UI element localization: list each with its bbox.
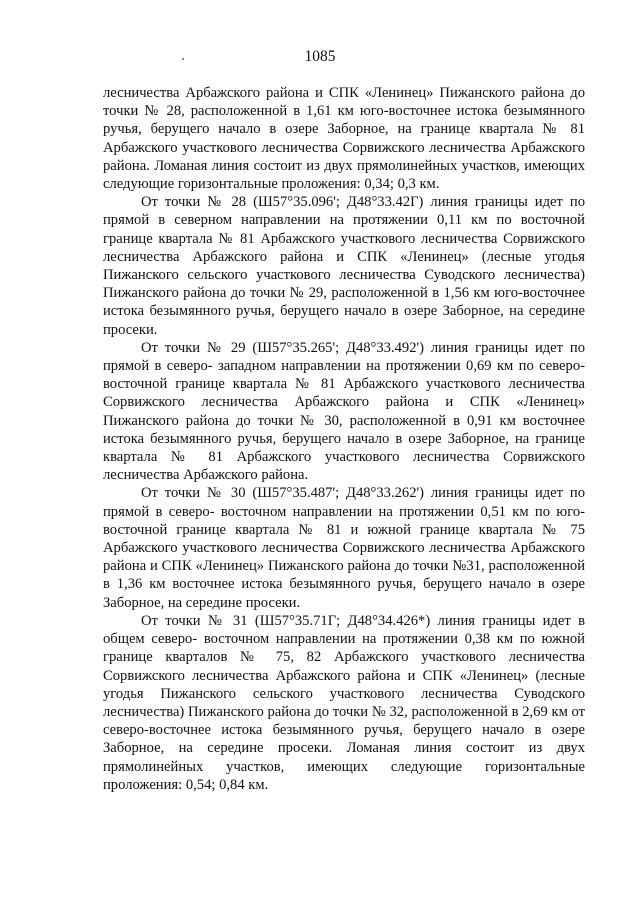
paragraph-point-30: От точки № 30 (Ш57°35.487'; Д48°33.262') линия границы идет по прямой в северо- восточном направлении на протяжении 0,51 км по юго-восточной границе квартала № 81 и южной границе квартала № 75 Арбажского участкового лесничества Сорвижского лесничества Арбажского района и СПК «Ленинец» Пижанского района до точки №31, расположенной в 1,36 км восточнее истока безымянного ручья, берущего начало в озере Заборное, на середине просеки.: [103, 485, 585, 611]
paragraph-point-28: От точки № 28 (Ш57°35.096'; Д48°33.42Г) линия границы идет по прямой в северном направлении на протяжении 0,11 км по восточной границе квартала № 81 Арбажского участкового лесничества Сорвижского лесничества Арбажского района и СПК «Ленинец» (лесные угодья Пижанского сельского участкового лесничества Суводского лесничества) Пижанского района до точки № 29, расположенной в 1,56 км юго-восточнее истока безымянного ручья, берущего начало в озере Заборное, на середине просеки.: [103, 194, 585, 338]
page-number: 1085: [304, 48, 336, 65]
document-body: [103, 84, 585, 794]
scan-speck: [182, 58, 184, 60]
paragraph-point-29: От точки № 29 (Ш57°35.265'; Д48°33.492') линия границы идет по прямой в северо- западном направлении на протяжении 0,69 км по северо-восточной границе квартала № 81 Арбажского участкового лесничества Сорвижского лесничества Арбажского района и СПК «Ленинец» Пижанского района до точки № 30, расположенной в 0,91 км восточнее истока безымянного ручья, берущего начало в озере Заборное, на границе квартала № 81 Арбажского участкового лесничества Сорвижского лесничества Арбажского района.: [103, 339, 585, 484]
paragraph-point-31: От точки № 31 (Ш57°35.71Г; Д48°34.426*) линия границы идет в общем северо- восточном направлении на протяжении 0,38 км по южной границе кварталов № 75, 82 Арбажского участкового лесничества Сорвижского лесничества Арбажского района и СПК «Ленинец» (лесные угодья Пижанского сельского участкового лесничества Суводского лесничества) Пижанского района до точки № 32, расположенной в 2,69 км от северо-восточнее истока безымянного ручья, берущего начало в озере Заборное, на середине просеки. Ломаная линия состоит из двух прямолинейных участков, имеющих следующие горизонтальные проложения: 0,54; 0,84 км.: [103, 612, 585, 793]
paragraph-continuation: лесничества Арбажского района и СПК «Ленинец» Пижанского района до точки № 28, расположенной в 1,61 км юго-восточнее истока безымянного ручья, берущего начало в озере Заборное, на границе квартала № 81 Арбажского участкового лесничества Сорвижского лесничества Арбажского района. Ломаная линия состоит из двух прямолинейных участков, имеющих следующие горизонтальные проложения: 0,34; 0,3 км.: [103, 85, 585, 193]
